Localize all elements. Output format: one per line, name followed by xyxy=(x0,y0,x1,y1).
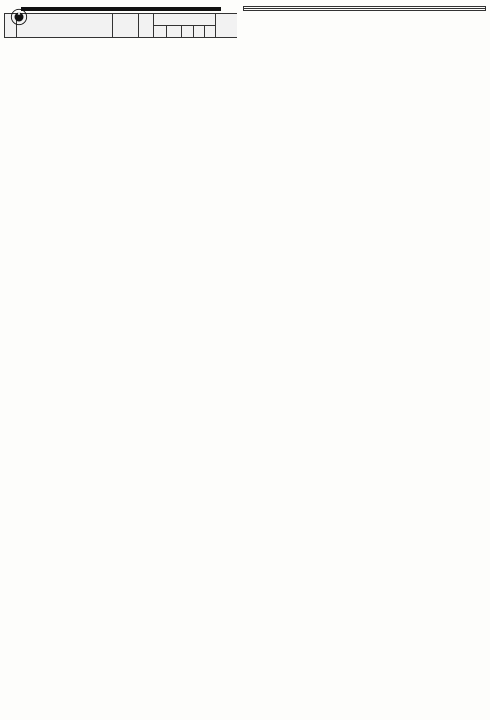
left-column xyxy=(4,4,237,716)
notice-title xyxy=(21,7,221,11)
right-column xyxy=(243,4,486,716)
education-rows xyxy=(244,9,485,10)
col-total xyxy=(216,14,237,38)
col-women xyxy=(154,26,167,38)
col-center xyxy=(113,14,139,38)
nepal-army-emblem-icon xyxy=(10,8,28,26)
col-inclusive xyxy=(154,14,216,26)
col-dalit xyxy=(194,26,205,38)
recruitment-posts-table xyxy=(4,13,237,38)
col-district xyxy=(17,14,113,38)
table-header-row xyxy=(5,14,238,26)
col-open xyxy=(139,14,154,38)
col-madhesi xyxy=(182,26,194,38)
col-adibasi xyxy=(167,26,182,38)
education-box xyxy=(243,6,486,11)
col-pichhada xyxy=(205,26,216,38)
